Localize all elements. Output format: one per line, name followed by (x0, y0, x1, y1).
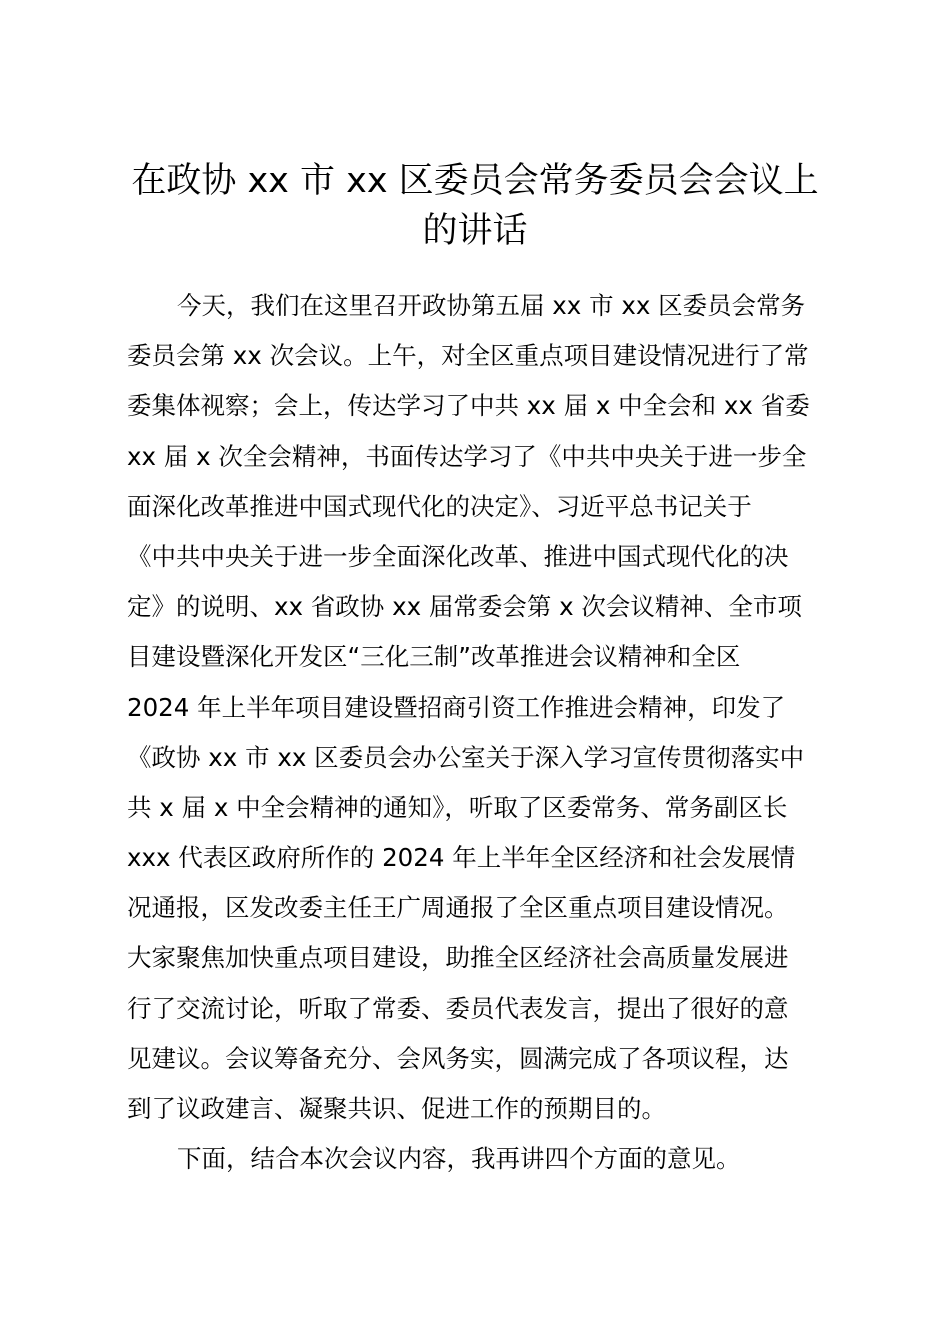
paragraph-transition (127, 1134, 837, 1184)
body-line: 委集体视察；会上，传达学习了中共 xx 届 x 中全会和 xx 省委 (127, 391, 810, 421)
body-line: 行了交流讨论，听取了常委、委员代表发言，提出了很好的意 (127, 993, 789, 1023)
body-line: 大家聚焦加快重点项目建设，助推全区经济社会高质量发展进 (127, 943, 789, 973)
body-line: 今天，我们在这里召开政协第五届 xx 市 xx 区委员会常务 (177, 291, 806, 320)
body-line: 共 x 届 x 中全会精神的通知》，听取了区委常务、常务副区长 (127, 792, 788, 822)
body-line: xxx 代表区政府所作的 2024 年上半年全区经济和社会发展情 (127, 843, 796, 873)
body-line: 委员会第 xx 次会议。上午，对全区重点项目建设情况进行了常 (127, 341, 809, 371)
body-line: 况通报，区发改委主任王广周通报了全区重点项目建设情况。 (127, 893, 789, 923)
body-line: 《政协 xx 市 xx 区委员会办公室关于深入学习宣传贯彻落实中 (127, 742, 805, 772)
paragraph-opening (127, 281, 837, 1134)
body-line: 目建设暨深化开发区“三化三制”改革推进会议精神和全区 (127, 642, 741, 672)
speech-title (100, 156, 850, 256)
body-line: xx 届 x 次全会精神，书面传达学习了《中共中央关于进一步全 (127, 441, 807, 471)
body-line: 《中共中央关于进一步全面深化改革、推进中国式现代化的决 (127, 541, 789, 571)
body-line: 面深化改革推进中国式现代化的决定》、习近平总书记关于 (127, 491, 752, 521)
speech-body (127, 281, 837, 1184)
body-line: 定》的说明、xx 省政协 xx 届常委会第 x 次会议精神、全市项 (127, 592, 802, 622)
title-line-2: 的讲话 (422, 211, 528, 251)
body-line: 2024 年上半年项目建设暨招商引资工作推进会精神，印发了 (127, 692, 786, 722)
body-line: 见建议。会议筹备充分、会风务实，圆满完成了各项议程，达 (127, 1043, 789, 1073)
body-line: 到了议政建言、凝聚共识、促进工作的预期目的。 (127, 1094, 666, 1123)
body-line: 下面，结合本次会议内容，我再讲四个方面的意见。 (177, 1144, 741, 1174)
title-line-1: 在政协 xx 市 xx 区委员会常务委员会会议上 (131, 161, 819, 201)
